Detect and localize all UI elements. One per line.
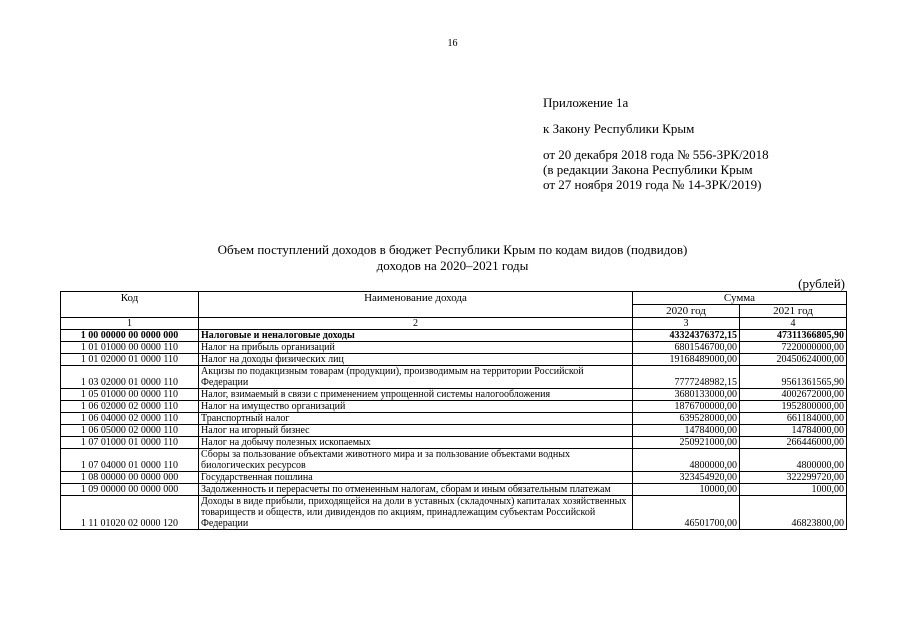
header-sum: Сумма — [633, 292, 847, 305]
row-value-2021: 20450624000,00 — [740, 354, 847, 366]
row-value-2020: 6801546700,00 — [633, 342, 740, 354]
row-name: Государственная пошлина — [199, 472, 633, 484]
appendix-revision-date: от 27 ноября 2019 года № 14-ЗРК/2019) — [543, 177, 762, 192]
document-heading-line1: Объем поступлений доходов в бюджет Республики Крым по кодам видов (подвидов) — [217, 242, 688, 257]
row-code: 1 06 04000 02 0000 110 — [61, 413, 199, 425]
row-value-2021: 661184000,00 — [740, 413, 847, 425]
row-name: Налог на прибыль организаций — [199, 342, 633, 354]
row-value-2020: 323454920,00 — [633, 472, 740, 484]
row-name: Сборы за пользование объектами животного мира и за пользование объектами водных биологических ресурсов — [199, 449, 633, 472]
row-name: Налоговые и неналоговые доходы — [199, 330, 633, 342]
row-value-2021: 9561361565,90 — [740, 366, 847, 389]
table-row — [61, 366, 847, 389]
row-value-2020: 14784000,00 — [633, 425, 740, 437]
row-name: Налог на доходы физических лиц — [199, 354, 633, 366]
row-value-2021: 266446000,00 — [740, 437, 847, 449]
income-table — [60, 291, 847, 530]
table-row — [61, 389, 847, 401]
row-value-2021: 46823800,00 — [740, 496, 847, 530]
column-number: 4 — [740, 318, 847, 330]
appendix-law-date: от 20 декабря 2018 года № 556-ЗРК/2018 — [543, 147, 769, 162]
row-name: Задолженность и перерасчеты по отмененным налогам, сборам и иным обязательным платежам — [199, 484, 633, 496]
row-name: Налог на игорный бизнес — [199, 425, 633, 437]
table-row — [61, 413, 847, 425]
row-value-2020: 46501700,00 — [633, 496, 740, 530]
row-value-2021: 47311366805,90 — [740, 330, 847, 342]
row-code: 1 11 01020 02 0000 120 — [61, 496, 199, 530]
row-name: Налог, взимаемый в связи с применением упрощенной системы налогообложения — [199, 389, 633, 401]
row-value-2020: 10000,00 — [633, 484, 740, 496]
row-value-2020: 3680133000,00 — [633, 389, 740, 401]
table-row — [61, 449, 847, 472]
appendix-revision-line: (в редакции Закона Республики Крым — [543, 162, 753, 177]
row-name: Налог на добычу полезных ископаемых — [199, 437, 633, 449]
table-row — [61, 354, 847, 366]
row-value-2021: 4800000,00 — [740, 449, 847, 472]
appendix-law-details — [543, 147, 769, 192]
row-code: 1 05 01000 00 0000 110 — [61, 389, 199, 401]
header-code: Код — [61, 292, 199, 318]
table-row — [61, 342, 847, 354]
table-row — [61, 425, 847, 437]
row-value-2021: 14784000,00 — [740, 425, 847, 437]
header-year-2021: 2021 год — [740, 305, 847, 318]
row-code: 1 09 00000 00 0000 000 — [61, 484, 199, 496]
row-name: Доходы в виде прибыли, приходящейся на доли в уставных (складочных) капиталах хозяйственных товариществ и обществ, или дивидендов по акциям, принадлежащим субъектам Российской Федерации — [199, 496, 633, 530]
row-code: 1 03 02000 01 0000 110 — [61, 366, 199, 389]
row-name: Налог на имущество организаций — [199, 401, 633, 413]
row-value-2020: 4800000,00 — [633, 449, 740, 472]
row-value-2020: 43324376372,15 — [633, 330, 740, 342]
column-number: 2 — [199, 318, 633, 330]
row-value-2021: 322299720,00 — [740, 472, 847, 484]
row-value-2021: 1000,00 — [740, 484, 847, 496]
row-name: Транспортный налог — [199, 413, 633, 425]
page-number: 16 — [447, 38, 458, 49]
row-value-2020: 7777248982,15 — [633, 366, 740, 389]
row-code: 1 01 01000 00 0000 110 — [61, 342, 199, 354]
row-code: 1 06 02000 02 0000 110 — [61, 401, 199, 413]
header-year-2020: 2020 год — [633, 305, 740, 318]
row-value-2021: 7220000000,00 — [740, 342, 847, 354]
header-name: Наименование дохода — [199, 292, 633, 318]
column-number: 1 — [61, 318, 199, 330]
row-value-2020: 250921000,00 — [633, 437, 740, 449]
row-value-2020: 1876700000,00 — [633, 401, 740, 413]
appendix-law-ref: к Закону Республики Крым — [543, 121, 695, 136]
row-code: 1 01 02000 01 0000 110 — [61, 354, 199, 366]
table-row — [61, 472, 847, 484]
row-code: 1 07 01000 01 0000 110 — [61, 437, 199, 449]
row-code: 1 08 00000 00 0000 000 — [61, 472, 199, 484]
row-name: Акцизы по подакцизным товарам (продукции), производимым на территории Российской Федерации — [199, 366, 633, 389]
row-code: 1 00 00000 00 0000 000 — [61, 330, 199, 342]
document-heading-line2: доходов на 2020–2021 годы — [376, 258, 529, 273]
table-row — [61, 484, 847, 496]
row-value-2020: 19168489000,00 — [633, 354, 740, 366]
table-row — [61, 330, 847, 342]
row-code: 1 06 05000 02 0000 110 — [61, 425, 199, 437]
row-code: 1 07 04000 01 0000 110 — [61, 449, 199, 472]
table-row — [61, 496, 847, 530]
column-number: 3 — [633, 318, 740, 330]
table-row — [61, 401, 847, 413]
units-label: (рублей) — [798, 276, 845, 291]
appendix-title: Приложение 1а — [543, 95, 629, 110]
table-row — [61, 437, 847, 449]
row-value-2020: 639528000,00 — [633, 413, 740, 425]
row-value-2021: 4002672000,00 — [740, 389, 847, 401]
row-value-2021: 1952800000,00 — [740, 401, 847, 413]
